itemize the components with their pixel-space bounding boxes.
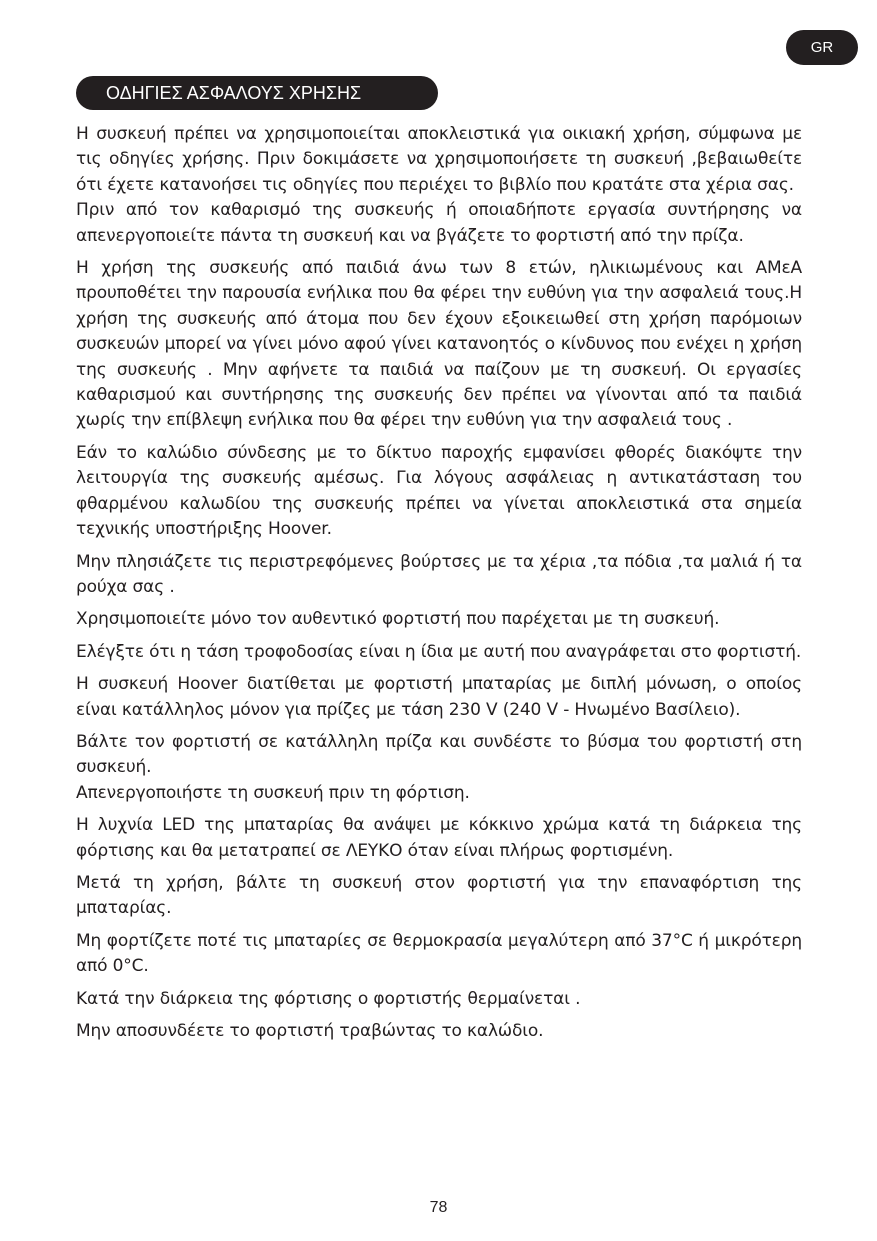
paragraph-original-charger: Χρησιμοποιείτε μόνο τον αυθεντικό φορτιστή που παρέχεται με τη συσκευή. — [76, 609, 720, 630]
paragraph-unplug-by-cable: Μην αποσυνδέετε το φορτιστή τραβώντας το καλώδιο. — [76, 1021, 544, 1041]
paragraph-switch-off: Απενεργοποιήστε τη συσκευή πριν τη φόρτιση. — [76, 782, 470, 803]
paragraph-damaged-cable: Εάν το καλώδιο σύνδεσης με το δίκτυο παροχής εμφανίσει φθορές διακόψτε την λειτουργία της συσκευής αμέσως. Για λόγους ασφάλειας η αντικατάσταση του φθαρμένου καλωδίου της συσκευής πρέπει να γίνεται αποκλειστικά στα σημεία τεχνικής υποστήριξης Hoover. — [76, 442, 802, 540]
safety-instructions-body — [76, 122, 802, 1051]
paragraph-connect-charger: Βάλτε τον φορτιστή σε κατάλληλη πρίζα και συνδέστε το βύσμα του φορτιστή στη συσκευή. — [76, 731, 802, 778]
paragraph-double-insulation: Η συσκευή Hoover διατίθεται με φορτιστή μπαταρίας με διπλή μόνωση, ο οποίος είναι κατάλληλος μόνον για πρίζες με τάση 230 V (240 V - Ηνωμένο Βασίλειο). — [76, 674, 802, 720]
paragraph-intended-use: Η συσκευή πρέπει να χρησιμοποιείται αποκλειστικά για οικιακή χρήση, σύμφωνα με τις οδηγίες χρήσης. Πριν δοκιμάσετε να χρησιμοποιήσετε τη συσκευή ,βεβαιωθείτε ότι έχετε κατανοήσει τις οδηγίες που περιέχει το βιβλίο που κρατάτε στα χέρια σας. — [76, 124, 802, 195]
language-badge: GR — [786, 30, 858, 65]
paragraph-charger-warms: Κατά την διάρκεια της φόρτισης ο φορτιστής θερμαίνεται . — [76, 988, 581, 1009]
section-title: ΟΔΗΓΙΕΣ ΑΣΦΑΛΟΥΣ ΧΡΗΣΗΣ — [76, 76, 438, 110]
paragraph-cleaning-maintenance: Πριν από τον καθαρισμό της συσκευής ή οποιαδήποτε εργασία συντήρησης να απενεργοποιείτε πάντα τη συσκευή και να βγάζετε το φορτιστή από την πρίζα. — [76, 200, 802, 246]
paragraph-battery-led: Η λυχνία LED της μπαταρίας θα ανάψει με κόκκινο χρώμα κατά τη διάρκεια της φόρτισης και θα μετατραπεί σε ΛΕΥΚΟ όταν είναι πλήρως φορτισμένη. — [76, 815, 802, 861]
paragraph-recharge-after-use: Μετά τη χρήση, βάλτε τη συσκευή στον φορτιστή για την επαναφόρτιση της μπαταρίας. — [76, 872, 802, 919]
paragraph-children-supervision: Η χρήση της συσκευής από παιδιά άνω των 8 ετών, ηλικιωμένους και ΑΜεΑ προυποθέτει την παρουσία ενήλικα που θα φέρει την ευθύνη για την ασφαλειά τους.Η χρήση της συσκευής από άτομα που δεν έχουν εξοικειωθεί στη χρήση παρόμοιων συσκευών μπορεί να γίνει μόνο αφού γίνει κατανοητός ο κίνδυνος που ενέχει η χρήση της συσκευής . Μην αφήνετε τα παιδιά να παίζουν με τη συσκευή. Οι εργασίες καθαρισμού και συντήρησης της συσκευής δεν πρέπει να γίνονται από τα παιδιά χωρίς την επίβλεψη ενήλικα που θα φέρει την ευθύνη για την ασφαλειά τους . — [76, 258, 802, 431]
paragraph-rotating-brushes: Μην πλησιάζετε τις περιστρεφόμενες βούρτσες με τα χέρια ,τα πόδια ,τα μαλιά ή τα ρούχα σας . — [76, 551, 802, 597]
paragraph-temperature-limits: Μη φορτίζετε ποτέ τις μπαταρίες σε θερμοκρασία μεγαλύτερη από 37°C ή μικρότερη από 0°C. — [76, 930, 802, 977]
paragraph-voltage-check: Ελέγξτε ότι η τάση τροφοδοσίας είναι η ίδια με αυτή που αναγράφεται στο φορτιστή. — [76, 641, 802, 662]
page-number: 78 — [429, 1199, 448, 1216]
